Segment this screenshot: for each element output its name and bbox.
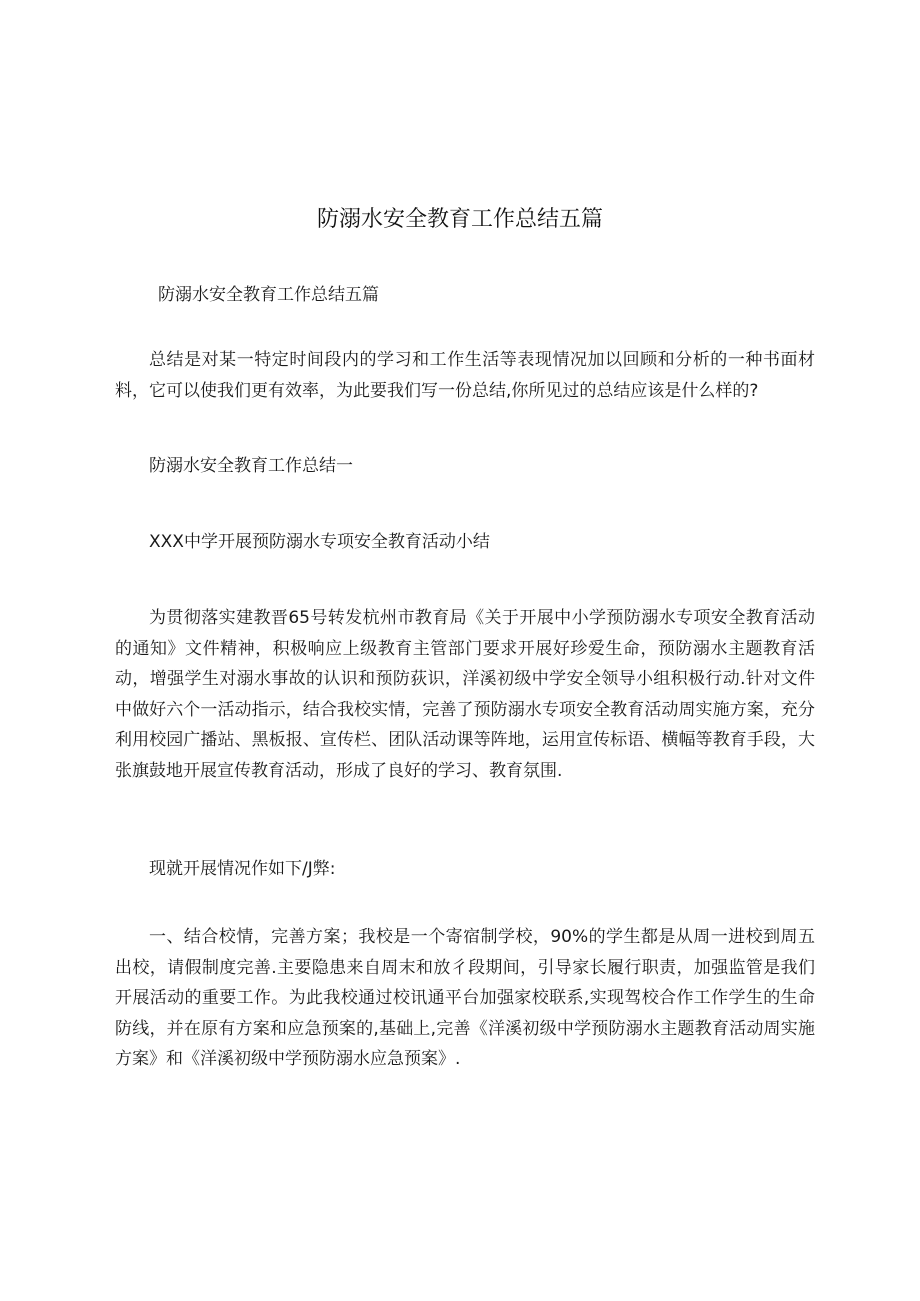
document-subtitle: 防溺水安全教育工作总结五篇	[158, 285, 379, 305]
report-title: XXX中学开展预防溺水专项安全教育活动小结	[149, 532, 490, 552]
section-heading: 防溺水安全教育工作总结一	[149, 456, 353, 476]
document-title: 防溺水安全教育工作总结五篇	[316, 207, 603, 232]
intro-paragraph: 总结是对某一特定时间段内的学习和工作生活等表现情况加以回顾和分析的一种书面材料，它可以使我们更有效率，为此要我们写一份总结,你所见过的总结应该是什么样的?	[115, 350, 815, 401]
body-paragraph-1: 为贯彻落实建教晋65号转发杭州市教育局《关于开展中小学预防溺水专项安全教育活动的通知》文件精神，积极响应上级教育主管部门要求开展好珍爱生命，预防溺水主题教育活动，增强学生对溺水事故的认识和预防荻识，洋溪初级中学安全领导小组积极行动.针对文件中做好六个一活动指示，结合我校实情，完善了预防溺水专项安全教育活动周实施方案，充分利用校园广播站、黑板报、宣传栏、团队活动课等阵地，运用宣传标语、横幅等教育手段，大张旗鼓地开展宣传教育活动，形成了良好的学习、教育氛围.	[115, 608, 815, 781]
body-paragraph-3: 一、结合校情，完善方案；我校是一个寄宿制学校，90%的学生都是从周一进校到周五出校，请假制度完善.主要隐患来自周末和放彳段期间，引导家长履行职责，加强监管是我们开展活动的重要工作。为此我校通过校讯通平台加强家校联系,实现驾校合作工作学生的生命防线，并在原有方案和应急预案的,基础上,完善《洋溪初级中学预防溺水主题教育活动周实施方案》和《洋溪初级中学预防溺水应急预案》.	[115, 927, 815, 1069]
body-paragraph-2: 现就开展情况作如下/J弊:	[149, 859, 336, 879]
